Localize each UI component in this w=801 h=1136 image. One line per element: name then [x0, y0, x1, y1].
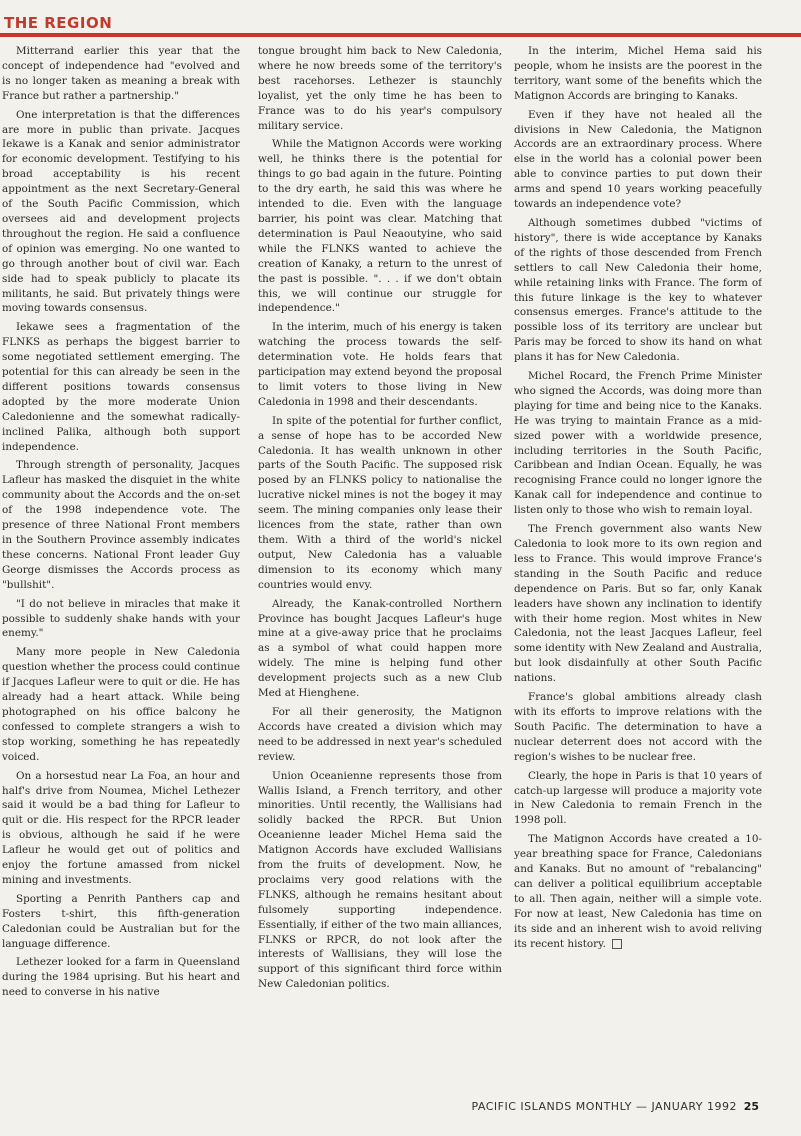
paragraph: While the Matignon Accords were working well, he thinks there is the potential for things to go bad again in the future. Pointing to the dry earth, he said this was where he intended to die. Even with the language barrier, his point was clear. Matching that determination is Paul Neaoutyine, who said while the FLNKS wanted to achieve the creation of Kanaky, a return to the unrest of the past is possible. ". . . if we don't obtain this, we will continue our struggle for independence." — [258, 138, 502, 315]
paragraph: "I do not believe in miracles that make it possible to suddenly shake hands with your enemy." — [2, 597, 240, 640]
page-header — [0, 0, 801, 40]
final-paragraph — [514, 832, 762, 951]
paragraph-text: The Matignon Accords have created a 10-year breathing space for France, Caledonians and Kanaks. But no amount of "rebalancing" can deliver a political equilibrium acceptable to all. Then again, neither will a simple vote. For now at least, New Caledonia has time on its side and an inherent wish to avoid reliving its recent history. — [514, 833, 762, 950]
paragraph: Already, the Kanak-controlled Northern Province has bought Jacques Lafleur's huge mine at a give-away price that he proclaims as a symbol of what could happen more widely. The mine is helping fund other development projects such as a new Club Med at Hienghene. — [258, 597, 502, 700]
paragraph: The French government also wants New Caledonia to look more to its own region and less to France. This would improve France's standing in the South Pacific and reduce dependence on Paris. But so far, only Kanak leaders have shown any inclination to identify with their home region. Most whites in New Caledonia, not the least Jacques Lafleur, feel some identity with New Zealand and Australia, but look disdainfully at other South Pacific nations. — [514, 523, 762, 685]
paragraph: Even if they have not healed all the divisions in New Caledonia, the Matignon Accords are an extraordinary process. Where else in the world has a colonial power been able to convince parties to put down their arms and spend 10 years working peacefully towards an independence vote? — [514, 108, 762, 211]
paragraph: Lethezer looked for a farm in Queensland during the 1984 uprising. But his heart and need to converse in his native — [2, 956, 240, 999]
paragraph: Clearly, the hope in Paris is that 10 years of catch-up largesse will produce a majority vote in New Caledonia to remain French in the 1998 poll. — [514, 769, 762, 827]
article-column-2 — [258, 44, 502, 1094]
article-column-3 — [514, 44, 762, 1094]
paragraph: On a horsestud near La Foa, an hour and half's drive from Noumea, Michel Lethezer said it would be a bad thing for Lafleur to quit or die. His respect for the RPCR leader is obvious, although he said if he were Lafleur he would get out of politics and enjoy the fortune amassed from nickel mining and investments. — [2, 769, 240, 886]
paragraph: France's global ambitions already clash with its efforts to improve relations with the South Pacific. The determination to have a nuclear deterrent does not accord with the region's wishes to be nuclear free. — [514, 691, 762, 763]
end-of-article-mark — [612, 939, 622, 949]
paragraph: In the interim, much of his energy is taken watching the process towards the self-determination vote. He holds fears that participation may extend beyond the proposal to limit voters to those living in New Caledonia in 1998 and their descendants. — [258, 321, 502, 408]
paragraph: In spite of the potential for further conflict, a sense of hope has to be accorded New Caledonia. It has wealth unknown in other parts of the South Pacific. The supposed risk posed by an FLNKS policy to nationalise the lucrative nickel mines is not the bogey it may seem. The mining companies only lease their licences from the state, rather than own them. With a third of the world's nickel output, New Caledonia has a valuable dimension to its economy which many countries would envy. — [258, 414, 502, 591]
page-number: 25 — [743, 1100, 759, 1113]
publication-line: PACIFIC ISLANDS MONTHLY — JANUARY 1992 — [471, 1100, 737, 1113]
paragraph: Through strength of personality, Jacques Lafleur has masked the disquiet in the white community about the Accords and the on-set of the 1998 independence vote. The presence of three National Front members in the Southern Province assembly indicates these concerns. National Front leader Guy George dismisses the Accords process as "bullshit". — [2, 459, 240, 591]
paragraph: Mitterrand earlier this year that the concept of independence had "evolved and is no longer taken as meaning a break with France but rather a partnership." — [2, 45, 240, 102]
paragraph: One interpretation is that the differences are more in public than private. Jacques Iekawe is a Kanak and senior administrator for economic development. Testifying to his broad acceptability is his recent appointment as the next Secretary-General of the South Pacific Commission, which oversees aid and development projects throughout the region. He said a confluence of opinion was emerging. No one wanted to go through another bout of civil war. Each side had to speak publicly to placate its militants, he said. But privately things were moving towards consensus. — [2, 108, 240, 315]
paragraph: Union Oceanienne represents those from Wallis Island, a French territory, and other minorities. Until recently, the Wallisians had solidly backed the RPCR. But Union Oceanienne leader Michel Hema said the Matignon Accords have excluded Wallisians from the fruits of development. Now, he proclaims very good relations with the FLNKS, although he remains hesitant about fulsomely supporting independence. Essentially, if either of the two main alliances, FLNKS or RPCR, do not look after the interests of Wallisians, they will lose the support of this significant third force within New Caledonian politics. — [258, 769, 502, 991]
article-column-1 — [2, 44, 240, 1094]
paragraph: tongue brought him back to New Caledonia, where he now breeds some of the territory's best racehorses. Lethezer is staunchly loyalist, yet the only time he has been to France was to do his year's compulsory military service. — [258, 45, 502, 132]
page-footer — [0, 1098, 801, 1118]
paragraph: Sporting a Penrith Panthers cap and Fosters t-shirt, this fifth-generation Caledonian could be Australian but for the language difference. — [2, 892, 240, 950]
section-title: THE REGION — [4, 14, 113, 32]
paragraph: Although sometimes dubbed "victims of history", there is wide acceptance by Kanaks of the rights of those descended from French settlers to call New Caledonia their home, while retaining links with France. The form of this future linkage is the key to whatever consensus emerges. France's attitude to the possible loss of its territory are unclear but Paris may be forced to show its hand on what plans it has for New Caledonia. — [514, 216, 762, 364]
paragraph: In the interim, Michel Hema said his people, whom he insists are the poorest in the territory, want some of the benefits which the Matignon Accords are bringing to Kanaks. — [514, 45, 762, 102]
paragraph: Many more people in New Caledonia question whether the process could continue if Jacques Lafleur were to quit or die. He has already had a heart attack. While being photographed on his office balcony he confessed to complete strangers a wish to stop working, something he has repeatedly voiced. — [2, 646, 240, 763]
header-rule — [0, 33, 801, 37]
paragraph: For all their generosity, the Matignon Accords have created a division which may need to be addressed in next year's scheduled review. — [258, 705, 502, 763]
paragraph: Michel Rocard, the French Prime Minister who signed the Accords, was doing more than playing for time and being nice to the Kanaks. He was trying to maintain France as a mid-sized power with a worldwide presence, including territories in the South Pacific, Caribbean and Indian Ocean. Equally, he was recognising France could no longer ignore the Kanak call for independence and continue to listen only to those who wish to remain loyal. — [514, 370, 762, 517]
paragraph: Iekawe sees a fragmentation of the FLNKS as perhaps the biggest barrier to some negotiated settlement emerging. The potential for this can already be seen in the different positions towards consensus adopted by the more moderate Union Caledonienne and the somewhat radically-inclined Palika, although both support independence. — [2, 321, 240, 453]
